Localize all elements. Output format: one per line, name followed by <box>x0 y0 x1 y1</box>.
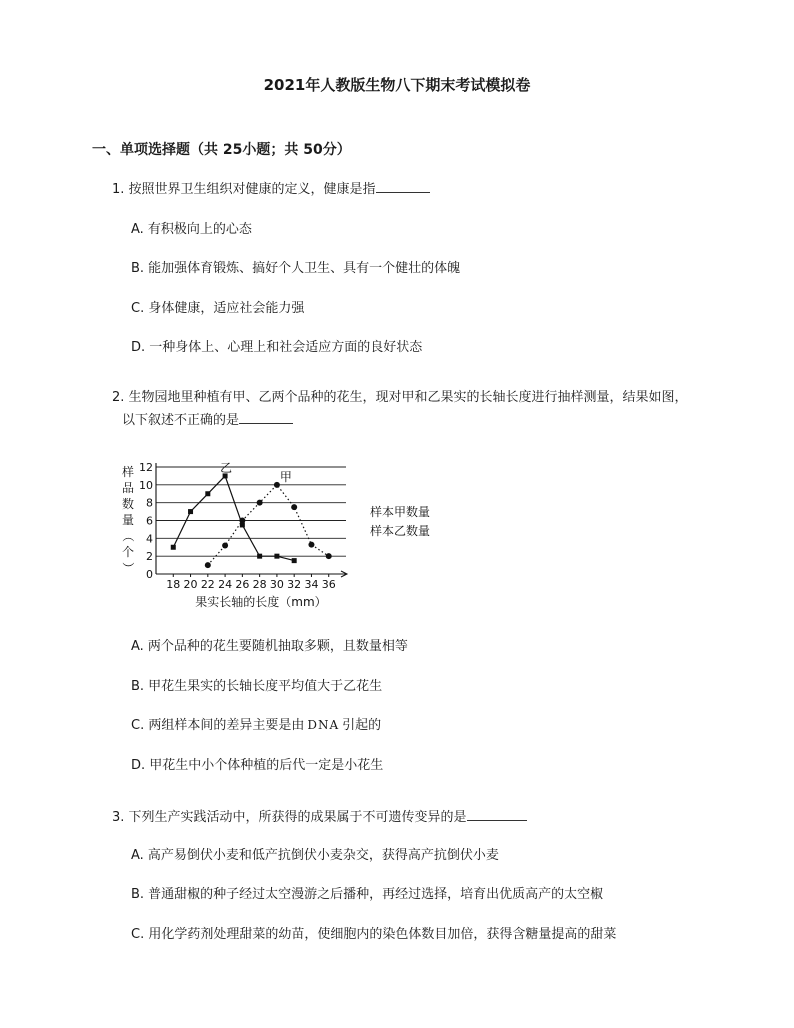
y-axis-label-char: 数 <box>121 497 135 511</box>
y-axis-label-char: 样 <box>121 465 135 479</box>
question-1-stem <box>112 178 712 201</box>
chart-axes <box>156 460 347 577</box>
y-axis-label-char: 个 <box>121 545 135 559</box>
y-axis-label-char: 量 <box>121 513 135 527</box>
data-point-circle <box>222 542 228 548</box>
dna-term: DNA <box>307 718 340 732</box>
x-tick-label: 22 <box>200 578 215 591</box>
answer-blank <box>376 178 430 193</box>
y-tick-label: 2 <box>146 550 153 564</box>
y-axis-label-char: （ <box>121 529 135 543</box>
data-point-circle <box>205 562 211 568</box>
x-tick-label: 24 <box>218 578 233 591</box>
series-line-2 <box>208 485 329 565</box>
question-3-option-b: B. 普通甜椒的种子经过太空漫游之后播种，再经过选择，培育出优质高产的太空椒 <box>131 887 604 902</box>
series-line-1 <box>173 476 294 561</box>
data-point-circle <box>239 518 245 524</box>
fruit-length-chart <box>118 456 458 616</box>
x-tick-label: 20 <box>183 578 198 591</box>
question-2-stem <box>112 386 732 432</box>
data-point-circle <box>291 504 297 510</box>
question-2-option-d: D. 甲花生中小个体种植的后代一定是小花生 <box>131 758 384 773</box>
question-1-option-d: D. 一种身体上、心理上和社会适应方面的良好状态 <box>131 340 423 355</box>
y-tick-label: 6 <box>146 514 153 528</box>
question-3-stem <box>112 806 712 829</box>
data-point-circle <box>308 542 314 548</box>
y-axis-label-char: ） <box>121 561 135 575</box>
series-name-label: 甲 <box>279 469 292 484</box>
question-1-text: 1. 按照世界卫生组织对健康的定义，健康是指 <box>112 182 376 197</box>
question-1-option-c: C. 身体健康，适应社会能力强 <box>131 301 305 316</box>
y-tick-label: 8 <box>146 496 153 510</box>
x-axis-label: 果实长轴的长度（mm） <box>195 595 327 609</box>
x-tick-label: 34 <box>304 578 319 591</box>
x-tick-label: 28 <box>252 578 267 591</box>
page-title: 2021年人教版生物八下期末考试模拟卷 <box>263 76 531 94</box>
data-point-circle <box>326 553 332 559</box>
question-2-line-2 <box>112 409 732 432</box>
x-tick-label: 30 <box>269 578 284 591</box>
x-tick-label: 18 <box>166 578 181 591</box>
legend-entry: 样本乙数量 <box>370 524 431 538</box>
section-title: 一、单项选择题（共 25小题；共 50分） <box>92 142 351 158</box>
question-3-text: 3. 下列生产实践活动中，所获得的成果属于不可遗传变异的是 <box>112 810 467 825</box>
option-c-prefix: C. 两组样本间的差异主要是由 <box>131 718 305 733</box>
question-2-option-a: A. 两个品种的花生要随机抽取多颗，且数量相等 <box>131 639 408 654</box>
question-2-line-1: 2. 生物园地里种植有甲、乙两个品种的花生，现对甲和乙果实的长轴长度进行抽样测量，结果如图， <box>112 390 688 405</box>
data-point-square <box>257 554 262 559</box>
answer-blank <box>239 409 293 424</box>
answer-blank <box>467 806 527 821</box>
question-3-option-a: A. 高产易倒伏小麦和低产抗倒伏小麦杂交，获得高产抗倒伏小麦 <box>131 848 499 863</box>
data-point-square <box>205 491 210 496</box>
question-2-option-b: B. 甲花生果实的长轴长度平均值大于乙花生 <box>131 679 383 694</box>
question-1-option-b: B. 能加强体育锻炼、搞好个人卫生、具有一个健壮的体魄 <box>131 261 461 276</box>
y-axis-label-char: 品 <box>121 481 135 495</box>
y-tick-label: 4 <box>146 532 153 546</box>
question-2-line-2-text: 以下叙述不正确的是 <box>122 413 240 428</box>
question-3-option-c: C. 用化学药剂处理甜菜的幼苗，使细胞内的染色体数目加倍，获得含糖量提高的甜菜 <box>131 927 617 942</box>
data-point-square <box>171 545 176 550</box>
question-1-option-a: A. 有积极向上的心态 <box>131 222 252 237</box>
x-tick-label: 32 <box>287 578 302 591</box>
data-point-square <box>292 558 297 563</box>
data-point-circle <box>257 500 263 506</box>
x-tick-label: 36 <box>321 578 336 591</box>
x-tick-label: 26 <box>235 578 250 591</box>
series-name-label: 乙 <box>220 460 233 475</box>
data-point-square <box>274 554 279 559</box>
legend-entry: 样本甲数量 <box>370 505 431 519</box>
y-tick-label: 0 <box>146 568 153 581</box>
data-point-square <box>188 509 193 514</box>
option-c-suffix: 引起的 <box>342 718 382 733</box>
y-tick-label: 10 <box>139 478 153 492</box>
question-2-option-c <box>131 714 381 733</box>
y-tick-label: 12 <box>139 461 153 474</box>
